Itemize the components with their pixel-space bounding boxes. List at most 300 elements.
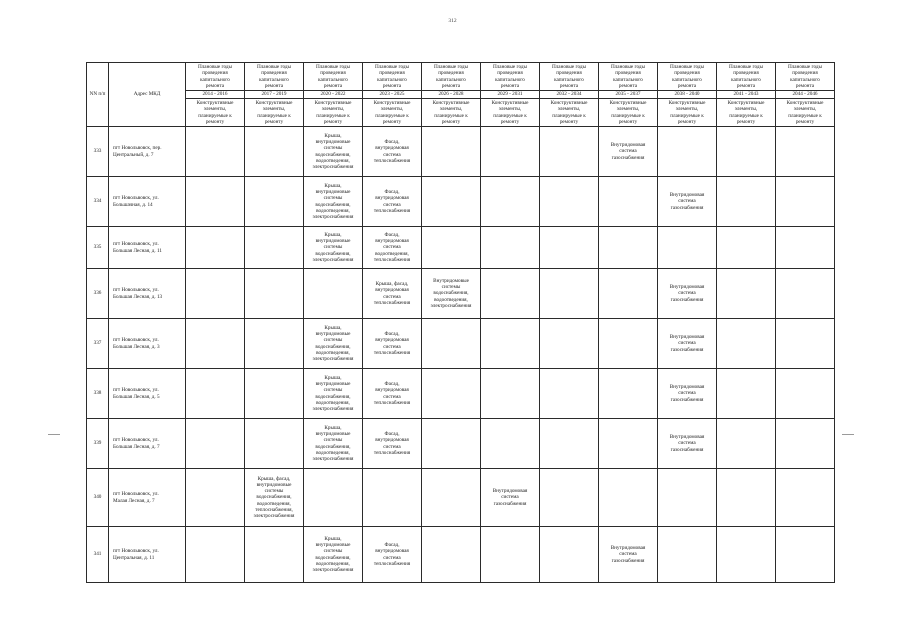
row-address: [109, 227, 186, 269]
schedule-cell: [481, 177, 540, 227]
element-line: Фасад,: [384, 431, 400, 438]
element-line: системы: [264, 488, 284, 495]
schedule-cell: [540, 227, 599, 269]
header-row-periods: [87, 91, 835, 99]
row-number: 334: [87, 177, 109, 227]
address-line: Большая Лесная, д. 7: [113, 443, 160, 450]
element-line: система: [678, 340, 696, 347]
schedule-cell: [776, 419, 835, 469]
elements-label: [717, 99, 776, 127]
element-line: водоотведения,: [316, 157, 350, 164]
period-cell: 2041 - 2043: [717, 91, 776, 99]
elements-label-line: элементы,: [616, 106, 640, 113]
element-line: системы: [323, 387, 343, 394]
plan-label-line: ремонта: [559, 82, 579, 89]
elements-label-line: ремонту: [795, 118, 815, 125]
schedule-cell: [717, 319, 776, 369]
schedule-cell: [599, 177, 658, 227]
schedule-cell: [776, 127, 835, 177]
elements-label-line: элементы,: [321, 106, 345, 113]
plan-label-line: Плановые годы: [197, 64, 233, 71]
elements-label-line: планируемые к: [670, 112, 704, 119]
element-line: электроснабжения: [253, 512, 295, 519]
schedule-cell: [658, 227, 717, 269]
schedule-cell: [658, 369, 717, 419]
schedule-cell: [245, 127, 304, 177]
element-line: Фасад,: [384, 542, 400, 549]
address-line: пгт Новольвовск, ул.: [113, 287, 159, 294]
address-line: Большая Лесная, д. 3: [113, 343, 160, 350]
schedule-cell: [363, 227, 422, 269]
element-line: водоотведения,: [316, 399, 350, 406]
schedule-cell: [304, 369, 363, 419]
plan-label-line: капитального: [436, 76, 466, 83]
elements-label: [481, 99, 540, 127]
address-line: Большая Лесная, д. 13: [113, 293, 163, 300]
element-line: система: [383, 201, 401, 208]
schedule-cell: [186, 419, 245, 469]
elements-label-line: ремонту: [205, 118, 225, 125]
schedule-cell: [304, 269, 363, 319]
elements-label-line: элементы,: [203, 106, 227, 113]
plan-label-line: ремонта: [264, 82, 284, 89]
plan-label-line: капитального: [790, 76, 820, 83]
period-cell: 2023 - 2025: [363, 91, 422, 99]
plan-years-label: [658, 63, 717, 91]
schedule-cell: [245, 319, 304, 369]
schedule-cell: [481, 469, 540, 527]
elements-label-line: элементы,: [439, 106, 463, 113]
plan-label-line: ремонта: [500, 82, 520, 89]
plan-label-line: проведения: [556, 70, 582, 77]
plan-label-line: Плановые годы: [433, 64, 469, 71]
elements-label-line: планируемые к: [788, 112, 822, 119]
element-line: Внутридомовая: [492, 488, 528, 495]
elements-label-line: Конструктивные: [196, 100, 234, 107]
elements-label-line: планируемые к: [198, 112, 232, 119]
element-line: электроснабжения: [312, 455, 354, 462]
element-line: Крыша,: [324, 183, 342, 190]
elements-label-line: Конструктивные: [255, 100, 293, 107]
plan-label-line: проведения: [320, 70, 346, 77]
schedule-cell: [658, 419, 717, 469]
elements-label-line: Конструктивные: [373, 100, 411, 107]
element-line: Крыша, фасад,: [257, 476, 291, 483]
element-line: системы: [441, 284, 461, 291]
row-number: 335: [87, 227, 109, 269]
schedule-cell: [776, 269, 835, 319]
elements-label: [422, 99, 481, 127]
period-cell: 2038 - 2040: [658, 91, 717, 99]
elements-label: [540, 99, 599, 127]
elements-label-line: элементы,: [675, 106, 699, 113]
plan-label-line: Плановые годы: [315, 64, 351, 71]
elements-label-line: элементы,: [262, 106, 286, 113]
row-number: 338: [87, 369, 109, 419]
element-line: теплоснабжения: [373, 207, 411, 214]
plan-label-line: Плановые годы: [669, 64, 705, 71]
period-cell: 2044 - 2046: [776, 91, 835, 99]
element-line: внутридомовые: [315, 189, 351, 196]
address-line: пгт Новольвовск, ул.: [113, 195, 159, 202]
element-line: система: [383, 244, 401, 251]
schedule-cell: [717, 269, 776, 319]
element-line: Фасад,: [384, 331, 400, 338]
element-line: системы: [323, 437, 343, 444]
plan-label-line: ремонта: [736, 82, 756, 89]
plan-label-line: Плановые годы: [551, 64, 587, 71]
element-line: теплоснабжения: [373, 560, 411, 567]
scan-mark: [842, 434, 854, 435]
schedule-cell: [304, 419, 363, 469]
elements-label: [658, 99, 717, 127]
schedule-cell: [304, 319, 363, 369]
element-line: водоотведения,: [316, 560, 350, 567]
element-line: теплоснабжения: [373, 256, 411, 263]
element-line: система: [619, 551, 637, 558]
schedule-cell: [245, 369, 304, 419]
element-line: теплоснабжения: [373, 349, 411, 356]
plan-years-label: [363, 63, 422, 91]
plan-label-line: ремонта: [795, 82, 815, 89]
row-number: 336: [87, 269, 109, 319]
element-line: газоснабжения: [493, 500, 527, 507]
schedule-cell: [304, 469, 363, 527]
schedule-cell: [599, 319, 658, 369]
plan-years-label: [422, 63, 481, 91]
schedule-cell: [481, 227, 540, 269]
plan-label-line: проведения: [674, 70, 700, 77]
address-line: пгт Новольвовск, ул.: [113, 548, 159, 555]
element-line: электроснабжения: [312, 213, 354, 220]
schedule-cell: [717, 419, 776, 469]
element-line: газоснабжения: [670, 346, 704, 353]
row-address: [109, 127, 186, 177]
schedule-cell: [363, 469, 422, 527]
schedule-cell: [245, 269, 304, 319]
schedule-cell: [540, 319, 599, 369]
plan-years-label: [481, 63, 540, 91]
schedule-cell: [658, 269, 717, 319]
plan-label-line: Плановые годы: [374, 64, 410, 71]
column-header-address: Адрес МКД: [109, 63, 186, 127]
address-line: пгт Новольвовск, ул.: [113, 491, 159, 498]
schedule-cell: [422, 269, 481, 319]
plan-label-line: капитального: [495, 76, 525, 83]
elements-label-line: планируемые к: [434, 112, 468, 119]
plan-label-line: Плановые годы: [610, 64, 646, 71]
period-cell: 2026 - 2028: [422, 91, 481, 99]
table-row: [87, 419, 835, 469]
elements-label-line: планируемые к: [257, 112, 291, 119]
element-line: внутридомовые: [315, 542, 351, 549]
column-header-number: NN п/п: [87, 63, 109, 127]
elements-label: [186, 99, 245, 127]
plan-label-line: Плановые годы: [256, 64, 292, 71]
schedule-cell: [186, 527, 245, 583]
element-line: внутридомовые: [315, 238, 351, 245]
elements-label: [599, 99, 658, 127]
element-line: Крыша,: [324, 375, 342, 382]
element-line: внутридомовая: [375, 437, 409, 444]
table-row: [87, 527, 835, 583]
schedule-cell: [481, 127, 540, 177]
elements-label-line: Конструктивные: [432, 100, 470, 107]
period-cell: 2017 - 2019: [245, 91, 304, 99]
schedule-cell: [540, 127, 599, 177]
element-line: Внутридомовая: [610, 545, 646, 552]
elements-label-line: планируемые к: [552, 112, 586, 119]
address-line: Большачная, д. 14: [113, 201, 153, 208]
plan-label-line: капитального: [554, 76, 584, 83]
elements-label-line: ремонту: [441, 118, 461, 125]
element-line: водоснабжения,: [315, 443, 351, 450]
element-line: система: [383, 293, 401, 300]
schedule-cell: [540, 527, 599, 583]
element-line: водоотведения,: [434, 296, 468, 303]
table-row: [87, 127, 835, 177]
schedule-cell: [186, 127, 245, 177]
period-cell: 2029 - 2031: [481, 91, 540, 99]
schedule-cell: [540, 177, 599, 227]
element-line: внутридомовая: [375, 195, 409, 202]
element-line: Внутридомовая: [669, 384, 705, 391]
schedule-cell: [186, 469, 245, 527]
row-number: 337: [87, 319, 109, 369]
plan-label-line: капитального: [672, 76, 702, 83]
elements-label-line: элементы,: [793, 106, 817, 113]
element-line: системы: [323, 337, 343, 344]
element-line: газоснабжения: [611, 557, 645, 564]
elements-label-line: планируемые к: [611, 112, 645, 119]
elements-label-line: ремонту: [382, 118, 402, 125]
plan-label-line: Плановые годы: [728, 64, 764, 71]
element-line: водоснабжения,: [315, 250, 351, 257]
element-line: система: [501, 494, 519, 501]
element-line: Крыша,: [324, 325, 342, 332]
element-line: теплоснабжения: [373, 449, 411, 456]
schedule-cell: [776, 369, 835, 419]
schedule-cell: [363, 319, 422, 369]
plan-label-line: ремонта: [677, 82, 697, 89]
element-line: Внутридомовая: [669, 334, 705, 341]
plan-label-line: проведения: [615, 70, 641, 77]
plan-label-line: ремонта: [382, 82, 402, 89]
element-line: электроснабжения: [312, 405, 354, 412]
element-line: внутридомовая: [375, 337, 409, 344]
elements-label: [776, 99, 835, 127]
element-line: Внутридомовая: [669, 192, 705, 199]
element-line: водоотведения,: [316, 207, 350, 214]
plan-label-line: ремонта: [618, 82, 638, 89]
element-line: система: [383, 151, 401, 158]
schedule-cell: [422, 319, 481, 369]
row-address: [109, 469, 186, 527]
address-line: Малая Лесная, д. 7: [113, 497, 155, 504]
element-line: внутридомовая: [375, 145, 409, 152]
element-line: газоснабжения: [611, 154, 645, 161]
header-row-elements: [87, 99, 835, 127]
row-number: 333: [87, 127, 109, 177]
schedule-cell: [658, 319, 717, 369]
elements-label-line: Конструктивные: [609, 100, 647, 107]
plan-label-line: капитального: [731, 76, 761, 83]
schedule-cell: [245, 469, 304, 527]
plan-label-line: капитального: [377, 76, 407, 83]
schedule-cell: [422, 527, 481, 583]
element-line: электроснабжения: [312, 163, 354, 170]
plan-years-label: [540, 63, 599, 91]
plan-years-label: [186, 63, 245, 91]
schedule-cell: [658, 127, 717, 177]
element-line: Крыша,: [324, 232, 342, 239]
period-cell: 2032 - 2034: [540, 91, 599, 99]
element-line: система: [619, 148, 637, 155]
element-line: Фасад,: [384, 381, 400, 388]
elements-label-line: ремонту: [677, 118, 697, 125]
table-row: [87, 469, 835, 527]
element-line: Крыша,: [324, 133, 342, 140]
schedule-cell: [658, 527, 717, 583]
schedule-cell: [186, 177, 245, 227]
plan-years-label: [776, 63, 835, 91]
element-line: водоотведения,: [257, 500, 291, 507]
plan-label-line: Плановые годы: [787, 64, 823, 71]
period-cell: 2035 - 2037: [599, 91, 658, 99]
row-address: [109, 177, 186, 227]
element-line: Фасад,: [384, 232, 400, 239]
elements-label: [245, 99, 304, 127]
element-line: внутридомовая: [375, 238, 409, 245]
elements-label-line: Конструктивные: [668, 100, 706, 107]
elements-label-line: ремонту: [323, 118, 343, 125]
elements-label-line: элементы,: [498, 106, 522, 113]
row-number: 341: [87, 527, 109, 583]
schedule-cell: [186, 369, 245, 419]
plan-label-line: капитального: [318, 76, 348, 83]
schedule-cell: [363, 127, 422, 177]
elements-label-line: Конструктивные: [550, 100, 588, 107]
elements-label-line: ремонту: [736, 118, 756, 125]
plan-years-label: [304, 63, 363, 91]
address-line: пгт Новольвовск, ул.: [113, 437, 159, 444]
plan-label-line: капитального: [613, 76, 643, 83]
element-line: Внутридомовая: [610, 142, 646, 149]
elements-label-line: Конструктивные: [491, 100, 529, 107]
schedule-cell: [717, 127, 776, 177]
header-row-plan: [87, 63, 835, 91]
repair-schedule-table: [86, 62, 835, 583]
schedule-cell: [422, 177, 481, 227]
table-row: [87, 227, 835, 269]
schedule-cell: [717, 177, 776, 227]
element-line: Фасад,: [384, 139, 400, 146]
element-line: электроснабжения: [312, 566, 354, 573]
schedule-cell: [540, 269, 599, 319]
schedule-cell: [245, 419, 304, 469]
schedule-cell: [481, 319, 540, 369]
schedule-cell: [776, 527, 835, 583]
address-line: пгт Новольвовск, ул.: [113, 387, 159, 394]
element-line: электроснабжения: [312, 256, 354, 263]
element-line: водоснабжения,: [433, 290, 469, 297]
elements-label-line: планируемые к: [375, 112, 409, 119]
schedule-cell: [304, 177, 363, 227]
period-cell: 2020 - 2022: [304, 91, 363, 99]
schedule-cell: [776, 227, 835, 269]
element-line: теплоснабжения: [373, 157, 411, 164]
plan-label-line: ремонта: [205, 82, 225, 89]
plan-label-line: проведения: [497, 70, 523, 77]
element-line: система: [678, 390, 696, 397]
page-number: 312: [448, 18, 457, 24]
elements-label-line: ремонту: [500, 118, 520, 125]
schedule-cell: [658, 177, 717, 227]
element-line: внутридомовые: [315, 139, 351, 146]
element-line: водоснабжения,: [315, 151, 351, 158]
schedule-cell: [245, 527, 304, 583]
element-line: системы: [323, 548, 343, 555]
elements-label-line: элементы,: [734, 106, 758, 113]
row-number: 340: [87, 469, 109, 527]
elements-label-line: ремонту: [264, 118, 284, 125]
element-line: Фасад,: [384, 189, 400, 196]
scan-mark: [48, 434, 60, 435]
element-line: водоснабжения,: [315, 343, 351, 350]
address-line: Большая Лесная, д. 5: [113, 393, 160, 400]
schedule-cell: [422, 419, 481, 469]
schedule-cell: [599, 419, 658, 469]
plan-label-line: проведения: [379, 70, 405, 77]
schedule-cell: [304, 227, 363, 269]
schedule-cell: [717, 227, 776, 269]
address-line: Центральная, д. 11: [113, 554, 155, 561]
schedule-cell: [717, 369, 776, 419]
schedule-cell: [422, 127, 481, 177]
row-address: [109, 419, 186, 469]
plan-label-line: проведения: [261, 70, 287, 77]
schedule-cell: [540, 469, 599, 527]
element-line: водоснабжения,: [256, 494, 292, 501]
plan-years-label: [599, 63, 658, 91]
element-line: система: [678, 290, 696, 297]
plan-label-line: проведения: [202, 70, 228, 77]
period-cell: 2014 - 2016: [186, 91, 245, 99]
element-line: внутридомовая: [375, 287, 409, 294]
element-line: внутридомовые: [256, 482, 292, 489]
plan-label-line: Плановые годы: [492, 64, 528, 71]
elements-label-line: элементы,: [380, 106, 404, 113]
schedule-cell: [363, 177, 422, 227]
element-line: внутридомовая: [375, 387, 409, 394]
elements-label-line: элементы,: [557, 106, 581, 113]
schedule-cell: [186, 319, 245, 369]
element-line: Крыша,: [324, 536, 342, 543]
element-line: системы: [323, 145, 343, 152]
element-line: внутридомовые: [315, 381, 351, 388]
table-row: [87, 319, 835, 369]
table-row: [87, 177, 835, 227]
address-line: пгт Новольвовск, ул.: [113, 337, 159, 344]
address-line: пгт Новольвовск, пер.: [113, 145, 162, 152]
elements-label-line: планируемые к: [316, 112, 350, 119]
element-line: внутридомовые: [315, 431, 351, 438]
schedule-cell: [540, 419, 599, 469]
schedule-cell: [599, 527, 658, 583]
row-address: [109, 319, 186, 369]
plan-years-label: [245, 63, 304, 91]
element-line: газоснабжения: [670, 296, 704, 303]
